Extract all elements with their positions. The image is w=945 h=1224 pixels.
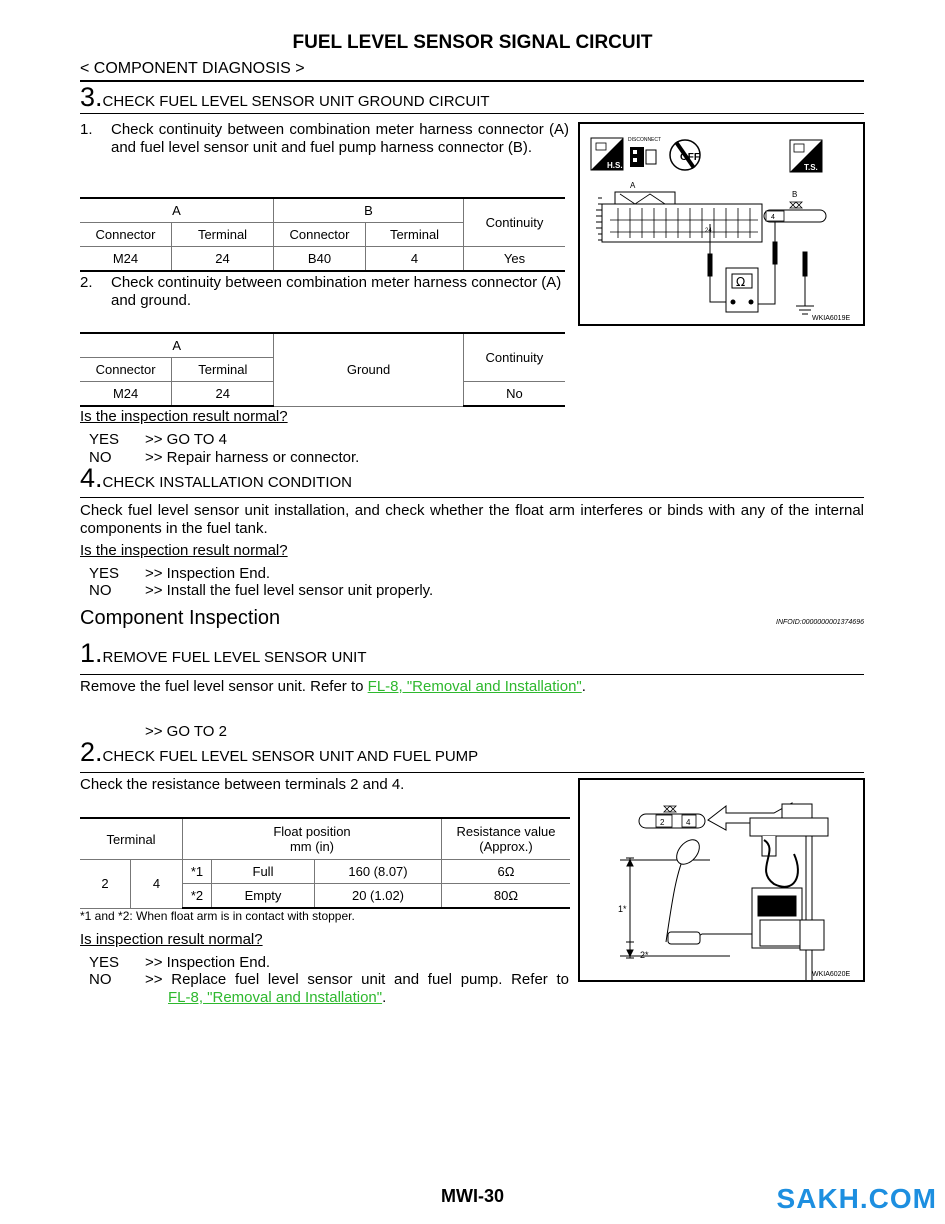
table1-cell: 24 — [172, 247, 274, 272]
table2-ground: Ground — [274, 333, 463, 406]
table1-terminal-header-b: Terminal — [366, 223, 464, 247]
step3-item2-number: 2. — [80, 274, 93, 291]
svg-text:Ω: Ω — [736, 275, 746, 289]
res-terminal-header: Terminal — [80, 818, 183, 860]
fuel-sensor-unit-figure — [578, 778, 865, 982]
table2-continuity-header: Continuity — [463, 333, 565, 382]
res-position: Empty — [212, 884, 315, 909]
ci-step2-no-link-line — [168, 989, 386, 1007]
res-terminal-b: 4 — [131, 860, 183, 909]
res-value-header-1: Resistance value — [456, 824, 556, 839]
fuel-pump-icon — [750, 804, 828, 980]
step3-yes-label: YES — [89, 431, 120, 448]
figure2-code: WKIA6020E — [812, 971, 851, 978]
step4-yes-label: YES — [89, 565, 120, 582]
svg-text:OFF: OFF — [680, 152, 700, 163]
res-mm: 20 (1.02) — [315, 884, 442, 909]
res-value: 80Ω — [442, 884, 571, 909]
ts-icon — [790, 140, 822, 172]
table1-continuity-header: Continuity — [464, 198, 566, 247]
ci-step2-text: Check the resistance between terminals 2 and 4. — [80, 776, 405, 793]
step3-title: CHECK FUEL LEVEL SENSOR UNIT GROUND CIRCUIT — [102, 93, 490, 110]
step4-rule — [80, 497, 864, 498]
step4-text: Check fuel level sensor unit installation, and check whether the float arm interferes or binds with any of the internal components in the fuel tank. — [80, 502, 864, 537]
step3-no-label: NO — [89, 449, 112, 466]
hs-icon — [591, 138, 623, 170]
svg-text:2: 2 — [660, 818, 665, 827]
svg-text:DISCONNECT: DISCONNECT — [628, 137, 662, 143]
step3-item1-number: 1. — [80, 121, 93, 138]
step4-heading — [80, 463, 352, 494]
res-float-header-1: Float position — [273, 824, 351, 839]
table2-group-a: A — [80, 333, 274, 358]
svg-text:B: B — [792, 190, 798, 199]
page-title: FUEL LEVEL SENSOR SIGNAL CIRCUIT — [292, 32, 653, 53]
res-float-header-2: mm (in) — [289, 839, 335, 854]
ci-step1-heading — [80, 638, 366, 669]
watermark-logo: SAKH.COM — [776, 1183, 937, 1214]
ground-icon — [796, 304, 814, 314]
float-arm-icon — [620, 835, 752, 956]
step4-yes-text: >> Inspection End. — [145, 565, 271, 582]
ci-step2-yes-label: YES — [89, 954, 120, 971]
res-mm: 160 (8.07) — [315, 860, 442, 884]
svg-text:H.S.: H.S. — [607, 161, 623, 170]
step4-question: Is the inspection result normal? — [80, 542, 288, 559]
step4-number: 4. — [80, 463, 103, 493]
table1-group-a: A — [80, 198, 274, 223]
ignition-off-icon — [670, 140, 700, 170]
continuity-check-figure — [578, 122, 865, 326]
ci-step2-number: 2. — [80, 737, 103, 767]
table1-cell: M24 — [80, 247, 172, 272]
ci-step1-text-after: . — [581, 678, 586, 695]
step3-yes-text: >> GO TO 4 — [145, 431, 227, 448]
res-mark: *1 — [183, 860, 212, 884]
res-value-header — [442, 818, 571, 860]
res-value: 6Ω — [442, 860, 571, 884]
circuit-diagram — [580, 124, 863, 324]
sensor-unit-diagram — [580, 780, 863, 980]
step3-heading — [80, 82, 490, 113]
res-position: Full — [212, 860, 315, 884]
ohmmeter-icon — [726, 268, 758, 312]
svg-text:4: 4 — [686, 818, 691, 827]
step4-no-label: NO — [89, 582, 112, 599]
table-row — [80, 860, 570, 884]
removal-installation-link[interactable]: FL-8, "Removal and Installation" — [367, 678, 582, 695]
ci-step2-rule — [80, 772, 864, 773]
table1-terminal-header: Terminal — [172, 223, 274, 247]
svg-text:T.S.: T.S. — [804, 163, 818, 172]
disconnect-connector-icon — [628, 137, 661, 167]
table1-cell: 4 — [366, 247, 464, 272]
res-float-header — [183, 818, 442, 860]
table2-cell: No — [463, 382, 565, 407]
removal-installation-link[interactable]: FL-8, "Removal and Installation" — [168, 989, 383, 1006]
info-id: INFOID:0000000001374696 — [776, 619, 864, 626]
figure1-code: WKIA6019E — [812, 315, 851, 322]
float-mark-1: 1* — [618, 904, 627, 914]
step3-item2-text: Check continuity between combination meter harness connector (A) and ground. — [111, 274, 562, 309]
ci-step2-no-label: NO — [89, 971, 112, 988]
step4-no-text: >> Install the fuel level sensor unit properly. — [145, 582, 434, 599]
table1-connector-header: Connector — [80, 223, 172, 247]
continuity-table-1 — [80, 197, 565, 272]
svg-text:A: A — [630, 181, 636, 190]
table2-terminal-header: Terminal — [172, 358, 274, 382]
table2-connector-header: Connector — [80, 358, 172, 382]
svg-text:4: 4 — [771, 214, 775, 221]
ci-step1-title: REMOVE FUEL LEVEL SENSOR UNIT — [102, 649, 367, 666]
ci-step2-yes-text: >> Inspection End. — [145, 954, 271, 971]
dimension-lines — [626, 858, 634, 958]
table2-cell: M24 — [80, 382, 172, 407]
res-mark: *2 — [183, 884, 212, 909]
ci-step2-footnote: *1 and *2: When float arm is in contact with stopper. — [80, 909, 355, 923]
connector-b-icon — [764, 190, 826, 222]
component-inspection-heading: Component Inspection — [80, 607, 281, 629]
res-value-header-2: (Approx.) — [479, 839, 533, 854]
step4-title: CHECK INSTALLATION CONDITION — [102, 474, 353, 491]
ci-step1-text — [80, 678, 586, 696]
section-subtitle: < COMPONENT DIAGNOSIS > — [80, 60, 305, 77]
sensor-connector-icon — [639, 806, 705, 828]
table1-cell: B40 — [274, 247, 366, 272]
step3-rule — [80, 113, 864, 114]
table2-cell: 24 — [172, 382, 274, 407]
ci-step2-heading — [80, 737, 478, 768]
ci-step1-number: 1. — [80, 638, 103, 668]
step3-item1-text: Check continuity between combination meter harness connector (A) and fuel level sensor unit and fuel pump harness connector (B). — [111, 121, 569, 156]
ci-step2-no-text: >> Replace fuel level sensor unit and fuel pump. Refer to — [145, 971, 569, 988]
continuity-table-2 — [80, 332, 565, 407]
ci-step1-rule — [80, 674, 864, 675]
step3-no-text: >> Repair harness or connector. — [145, 449, 360, 466]
ci-step1-text-before: Remove the fuel level sensor unit. Refer to — [80, 678, 368, 695]
step3-question: Is the inspection result normal? — [80, 408, 288, 425]
ci-step1-goto: >> GO TO 2 — [145, 723, 227, 740]
step3-number: 3. — [80, 82, 103, 112]
ci-step2-question: Is inspection result normal? — [80, 931, 263, 948]
connector-a-icon — [596, 181, 762, 242]
table1-group-b: B — [274, 198, 464, 223]
table1-cell: Yes — [464, 247, 566, 272]
table-row — [80, 247, 565, 272]
svg-text:24: 24 — [705, 228, 712, 234]
resistance-table — [80, 817, 570, 909]
ci-step2-no-after: . — [382, 989, 387, 1006]
res-terminal-a: 2 — [80, 860, 131, 909]
float-mark-2: 2* — [640, 950, 649, 960]
page-number: MWI-30 — [441, 1186, 504, 1206]
ci-step2-title: CHECK FUEL LEVEL SENSOR UNIT AND FUEL PUMP — [102, 748, 479, 765]
table1-connector-header-b: Connector — [274, 223, 366, 247]
